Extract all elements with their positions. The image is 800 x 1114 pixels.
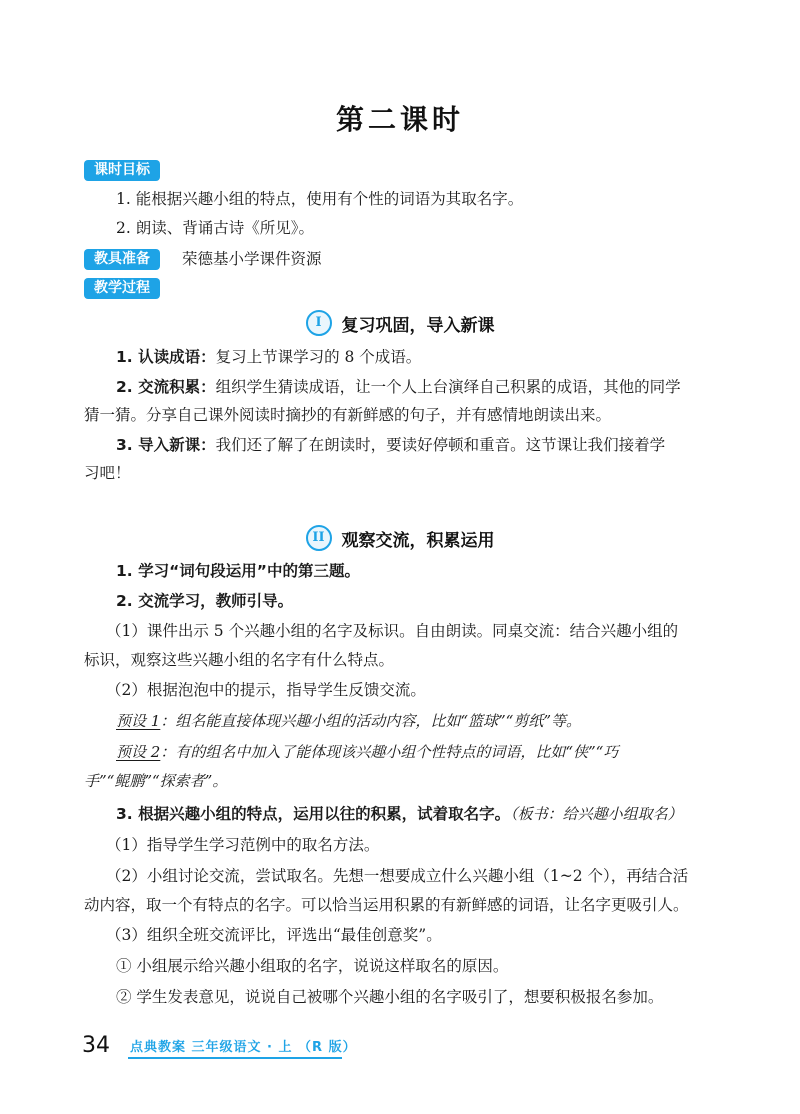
- preset-text: ：有的组名中加入了能体现该兴趣小组个性特点的词语，比如“侠”“巧: [160, 743, 619, 761]
- preset-text: ：组名能直接体现兴趣小组的活动内容，比如“篮球”“剪纸”等。: [160, 712, 581, 730]
- section-2-step-1-cont: 标识，观察这些兴趣小组的名字有什么特点。: [84, 651, 395, 669]
- section-2-task-3: （3）组织全班交流评比，评选出“最佳创意奖”。: [106, 926, 442, 944]
- tools-text: 荣德基小学课件资源: [182, 250, 322, 268]
- section-2-heading-2: 2. 交流学习，教师引导。: [116, 592, 294, 610]
- goal-1: 1. 能根据兴趣小组的特点，使用有个性的词语为其取名字。: [116, 190, 524, 208]
- goal-2: 2. 朗读、背诵古诗《所见》。: [116, 219, 314, 237]
- section-2-task-1: （1）指导学生学习范例中的取名方法。: [106, 836, 380, 854]
- section-2-step-1: （1）课件出示 5 个兴趣小组的名字及标识。自由朗读。同桌交流：结合兴趣小组的: [106, 622, 679, 640]
- section-1-item-2-cont: 猜一猜。分享自己课外阅读时摘抄的有新鲜感的句子，并有感情地朗读出来。: [84, 406, 612, 424]
- item-text: 组织学生猜读成语，让一个人上台演绎自己积累的成语，其他的同学: [215, 378, 681, 396]
- heading-text: 3. 根据兴趣小组的特点，运用以往的积累，试着取名字。: [116, 805, 511, 823]
- footer-book-title: 点典教案 三年级语文 · 上 （R 版）: [130, 1040, 357, 1055]
- section-2-task-2-cont: 动内容，取一个有特点的名字。可以恰当运用积累的有新鲜感的词语，让名字更吸引人。: [84, 896, 689, 914]
- item-text: 我们还了解了在朗读时，要读好停顿和重音。这节课让我们接着学: [215, 436, 666, 454]
- tag-tools: 教具准备: [84, 249, 160, 270]
- section-2-circle-2: ② 学生发表意见，说说自己被哪个兴趣小组的名字吸引了，想要积极报名参加。: [116, 988, 664, 1006]
- section-2-heading: [0, 525, 800, 551]
- item-label: 1. 认读成语：: [116, 348, 216, 366]
- item-text: 复习上节课学习的 8 个成语。: [215, 348, 422, 366]
- item-label: 3. 导入新课：: [116, 436, 216, 454]
- section-2-title: 观察交流，积累运用: [341, 530, 495, 551]
- page-title: 第二课时: [335, 103, 464, 136]
- preset-2-cont: 手”“鲲鹏”“探索者”。: [84, 772, 228, 790]
- tag-process: 教学过程: [84, 278, 160, 299]
- preset-label: 预设 1: [116, 712, 161, 730]
- section-2-circle-1: ① 小组展示给兴趣小组取的名字，说说这样取名的原因。: [116, 957, 509, 975]
- item-label: 2. 交流积累：: [116, 378, 216, 396]
- blackboard-note: （板书：给兴趣小组取名）: [510, 805, 683, 823]
- section-2-heading-1: 1. 学习“词句段运用”中的第三题。: [116, 562, 360, 580]
- section-2-step-2: （2）根据泡泡中的提示，指导学生反馈交流。: [106, 681, 426, 699]
- section-1-item-1: [116, 346, 421, 368]
- section-1-item-2: [116, 376, 681, 398]
- preset-1: [116, 710, 581, 732]
- section-1-item-3-cont: 习吧！: [84, 464, 131, 482]
- section-1-title: 复习巩固，导入新课: [341, 315, 495, 336]
- section-2-heading-3: [116, 803, 683, 825]
- section-2-task-2: （2）小组讨论交流，尝试取名。先想一想要成立什么兴趣小组（1~2 个），再结合活: [106, 867, 689, 885]
- roman-numeral-2-icon: II: [306, 525, 332, 551]
- section-1-heading: [0, 310, 800, 336]
- section-1-item-3: [116, 434, 665, 456]
- preset-2: [116, 741, 618, 763]
- tag-goals: 课时目标: [84, 160, 160, 181]
- preset-label: 预设 2: [116, 743, 161, 761]
- footer-divider: [128, 1057, 342, 1059]
- page-number: 34: [82, 1033, 110, 1058]
- roman-numeral-1-icon: I: [306, 310, 332, 336]
